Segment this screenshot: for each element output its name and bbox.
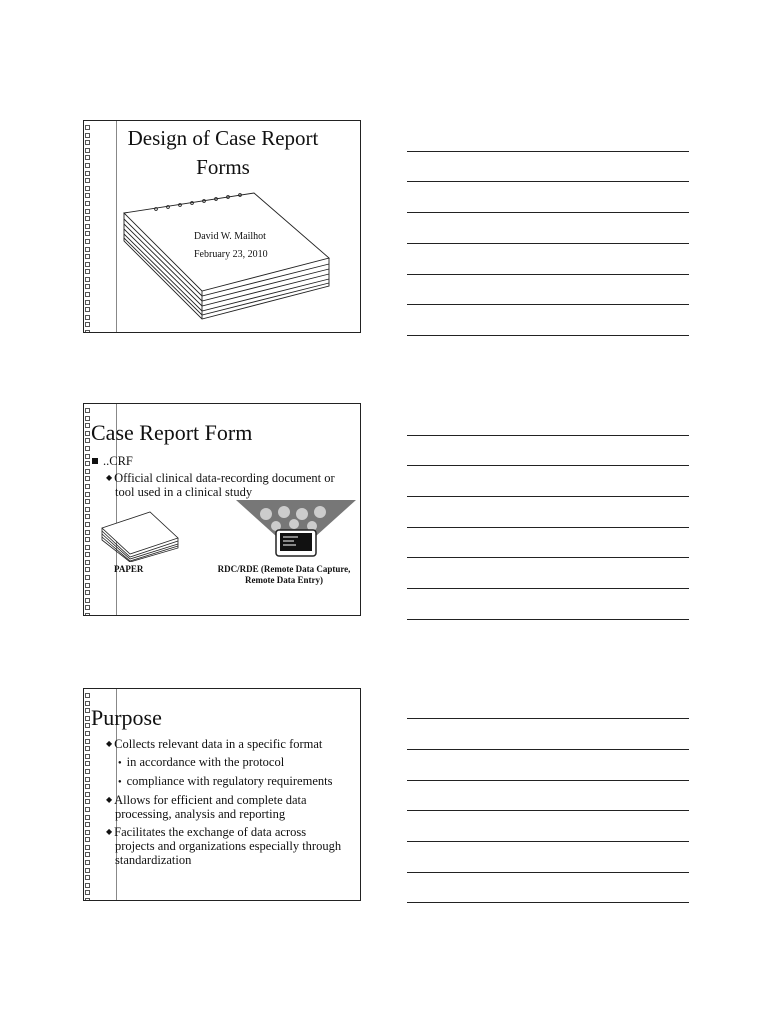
slide-title: Purpose <box>91 705 162 730</box>
sub-bullet: ◆ Official clinical data-recording document or tool used in a clinical study <box>106 471 335 499</box>
bullet-1b: ● compliance with regulatory requirements <box>118 774 333 788</box>
slide-title: Case Report Form <box>91 420 253 445</box>
computer-monitor-icon <box>236 500 356 560</box>
slide-title: Design of Case Report Forms <box>127 126 319 179</box>
purpose-bullets: ◆ Collects relevant data in a specific format ● in accordance with the protocol ● compliance with regulatory requirements ◆ Allows for efficient and complete data processing, analysis and reporting ◆ Facilitates the exchange of data across projects and organizations especially through standardization <box>106 737 360 867</box>
dot-bullet-icon: ● <box>118 779 122 785</box>
diamond-bullet-icon: ◆ <box>106 827 113 836</box>
slide-2 <box>83 403 361 616</box>
bullet-crf: ..CRF <box>92 454 133 468</box>
presentation-date: February 23, 2010 <box>194 249 268 260</box>
bullet-1a: ● in accordance with the protocol <box>118 755 285 769</box>
diamond-bullet-icon: ◆ <box>106 473 113 482</box>
slide-3 <box>83 688 361 901</box>
caption-paper: PAPER <box>114 564 144 574</box>
bullet-1: ◆ Collects relevant data in a specific format <box>106 737 323 751</box>
spiral-binding <box>84 125 94 328</box>
author-name: David W. Mailhot <box>194 231 266 242</box>
caption-rdc: RDC/RDE (Remote Data Capture, Remote Data Entry) <box>217 564 351 585</box>
diamond-bullet-icon: ◆ <box>106 795 113 804</box>
dot-bullet-icon: ● <box>118 760 122 766</box>
diamond-bullet-icon: ◆ <box>106 739 113 748</box>
bullet-3: ◆ Facilitates the exchange of data across <box>106 825 307 839</box>
slide-1 <box>83 120 361 333</box>
square-bullet-icon <box>92 458 98 464</box>
bullet-2: ◆ Allows for efficient and complete data <box>106 793 307 807</box>
paper-notebook-icon <box>100 510 180 562</box>
